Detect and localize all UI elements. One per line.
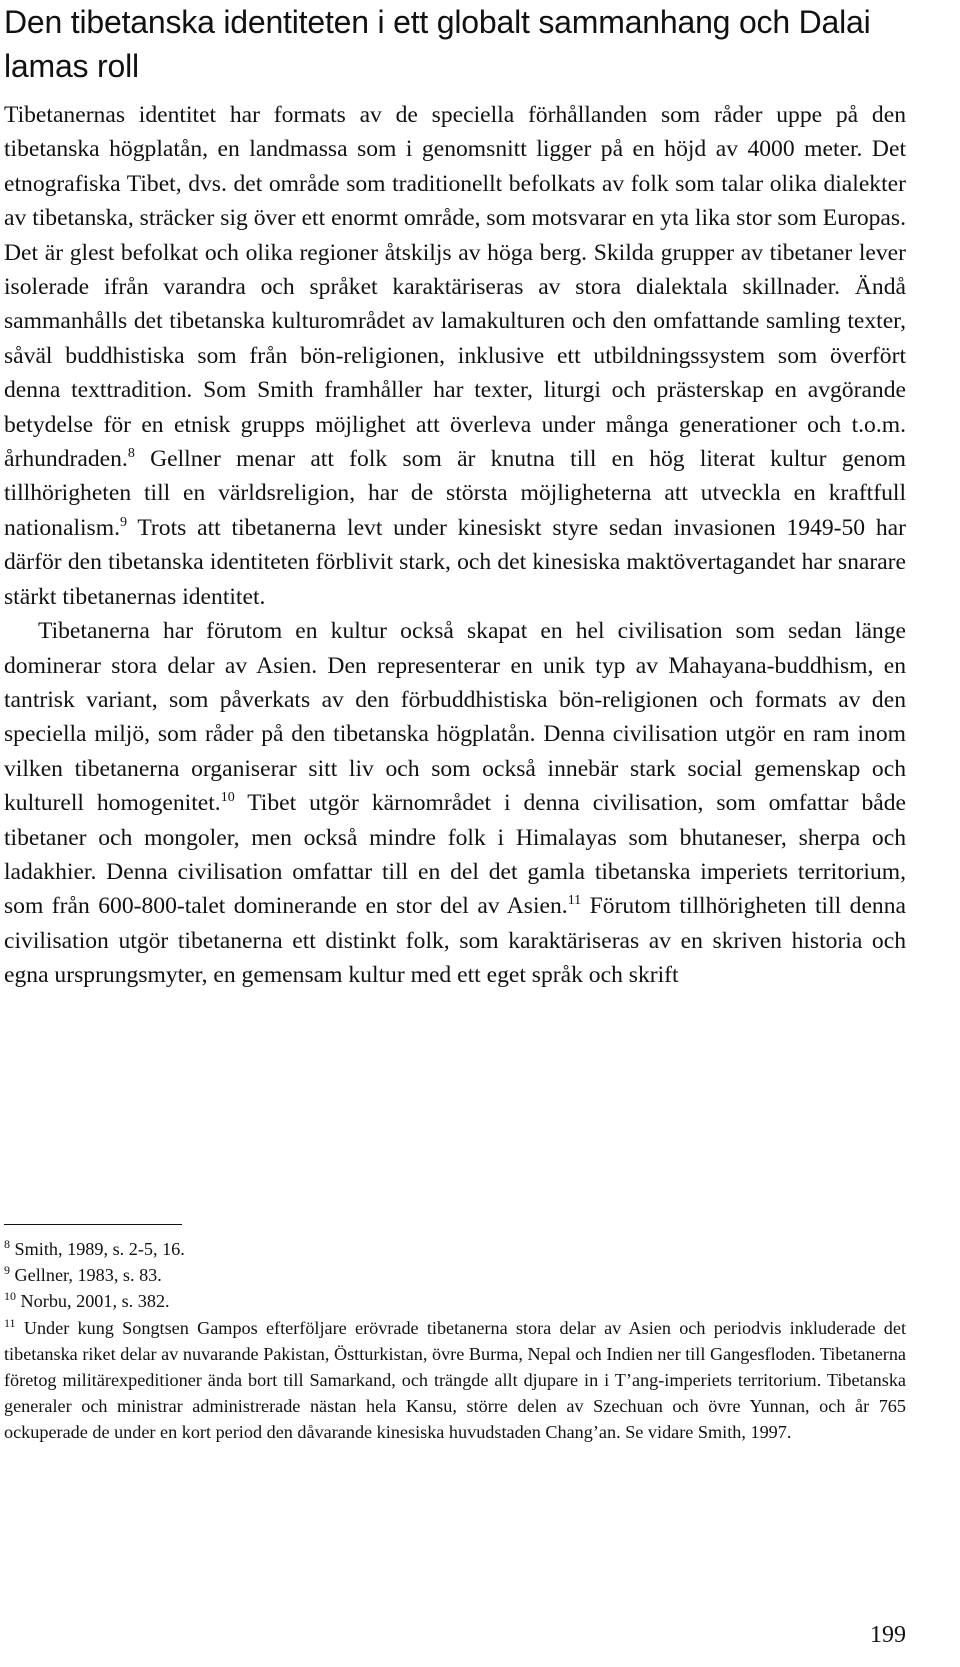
page-number: 199 bbox=[870, 1622, 906, 1648]
body-paragraph-1 bbox=[4, 98, 906, 614]
footnote-text: Under kung Songtsen Gampos efterföljare erövrade tibetanerna stora delar av Asien och periodvis inkluderade det tibetanska riket delar av nuvarande Pakistan, Östturkistan, övre Burma, Nepal och Indien ner till Gangesfloden. Tibetanerna företog militärexpeditioner ända bort till Samarkand, och trängde allt djupare in i T’ang-imperiets territorium. Tibetanska generaler och ministrar administrerade nästan hela Kansu, större delen av Szechuan och övre Yunnan, och år 765 ockuperade de under en kort period den dåvarande kinesiska huvudstaden Chang’an. Se vidare Smith, 1997. bbox=[4, 1317, 906, 1443]
footnote-divider bbox=[4, 1224, 182, 1225]
paragraph-1-text-a: Tibetanernas identitet har formats av de speciella förhållanden som råder uppe på den tibetanska högplatån, en landmassa som i genomsnitt ligger på en höjd av 4000 meter. Det etnografiska Tibet, dvs. det område som traditionellt befolkats av folk som talar olika dialekter av tibetanska, sträcker sig över ett enormt område, som motsvarar en yta lika stor som Europas. Det är glest befolkat och olika regioner åtskiljs av höga berg. Skilda grupper av tibetaner lever isolerade ifrån varandra och språket karaktäriseras av stora dialektala skillnader. Ändå sammanhålls det tibetanska kulturområdet av lamakulturen och den omfattande samling texter, såväl buddhistiska som från bön-religionen, inklusive ett utbildningssystem som överfört denna texttradition. Som Smith framhåller har texter, liturgi och prästerskap en avgörande betydelse för en etnisk grupps möjlighet att överleva under många generationer och t.o.m. århundraden. bbox=[4, 102, 906, 473]
paragraph-2-text-c: Förutom tillhörigheten till denna civilisation utgör tibetanerna ett distinkt folk, som karaktäriseras av en skriven historia och egna ursprungsmyter, en gemensam kultur med ett eget språk och skrift bbox=[4, 893, 906, 989]
footnote-ref-8[interactable]: 8 bbox=[127, 446, 135, 462]
footnote-8 bbox=[4, 1236, 906, 1262]
body-paragraph-2 bbox=[4, 614, 906, 992]
section-title: Den tibetanska identiteten i ett globalt sammanhang och Dalai lamas roll bbox=[4, 4, 871, 84]
footnote-number: 8 bbox=[4, 1236, 10, 1251]
footnote-11 bbox=[4, 1315, 906, 1446]
footnote-number: 9 bbox=[4, 1263, 10, 1278]
footnote-text: Gellner, 1983, s. 83. bbox=[10, 1265, 162, 1286]
paragraph-1-text-b: Gellner menar att folk som är knutna till en hög literat kultur genom tillhörigheten till en världsreligion, har de största möjligheterna att utveckla en kraftfull nationalism. bbox=[4, 446, 906, 541]
footnote-10 bbox=[4, 1288, 906, 1314]
footnote-9 bbox=[4, 1262, 906, 1288]
page bbox=[4, 0, 906, 993]
footnotes bbox=[4, 1236, 906, 1446]
footnote-text: Norbu, 2001, s. 382. bbox=[16, 1291, 170, 1312]
footnote-ref-11[interactable]: 11 bbox=[567, 893, 582, 909]
paragraph-1-text-c: Trots att tibetanerna levt under kinesiskt styre sedan invasionen 1949-50 har därför den tibetanska identiteten förblivit stark, och det kinesiska maktövertagandet har snarare stärkt tibetanernas identitet. bbox=[4, 514, 906, 610]
paragraph-2-text-a: Tibetanerna har förutom en kultur också skapat en hel civilisation som sedan länge dominerar stora delar av Asien. Den representerar en unik typ av Mahayana-buddhism, en tantrisk variant, som påverkats av den förbuddhistiska bön-religionen och formats av den speciella miljö, som råder på den tibetanska högplatån. Denna civilisation utgör en ram inom vilken tibetanerna organiserar sitt liv och som också innebär stark social gemenskap och kulturell homogenitet. bbox=[4, 618, 906, 817]
footnote-ref-9[interactable]: 9 bbox=[120, 515, 127, 531]
footnote-number: 10 bbox=[4, 1289, 16, 1304]
footnote-number: 11 bbox=[4, 1315, 16, 1330]
footnote-ref-10[interactable]: 10 bbox=[220, 790, 235, 806]
paragraph-2-text-b: Tibet utgör kärnområdet i denna civilisation, som omfattar både tibetaner och mongoler, men också mindre folk i Himalayas som bhutaneser, sherpa och ladakhier. Denna civilisation omfattar till en del det gamla tibetanska imperiets territorium, som från 600-800-talet dominerande en stor del av Asien. bbox=[4, 790, 906, 920]
footnote-text: Smith, 1989, s. 2-5, 16. bbox=[10, 1239, 185, 1259]
